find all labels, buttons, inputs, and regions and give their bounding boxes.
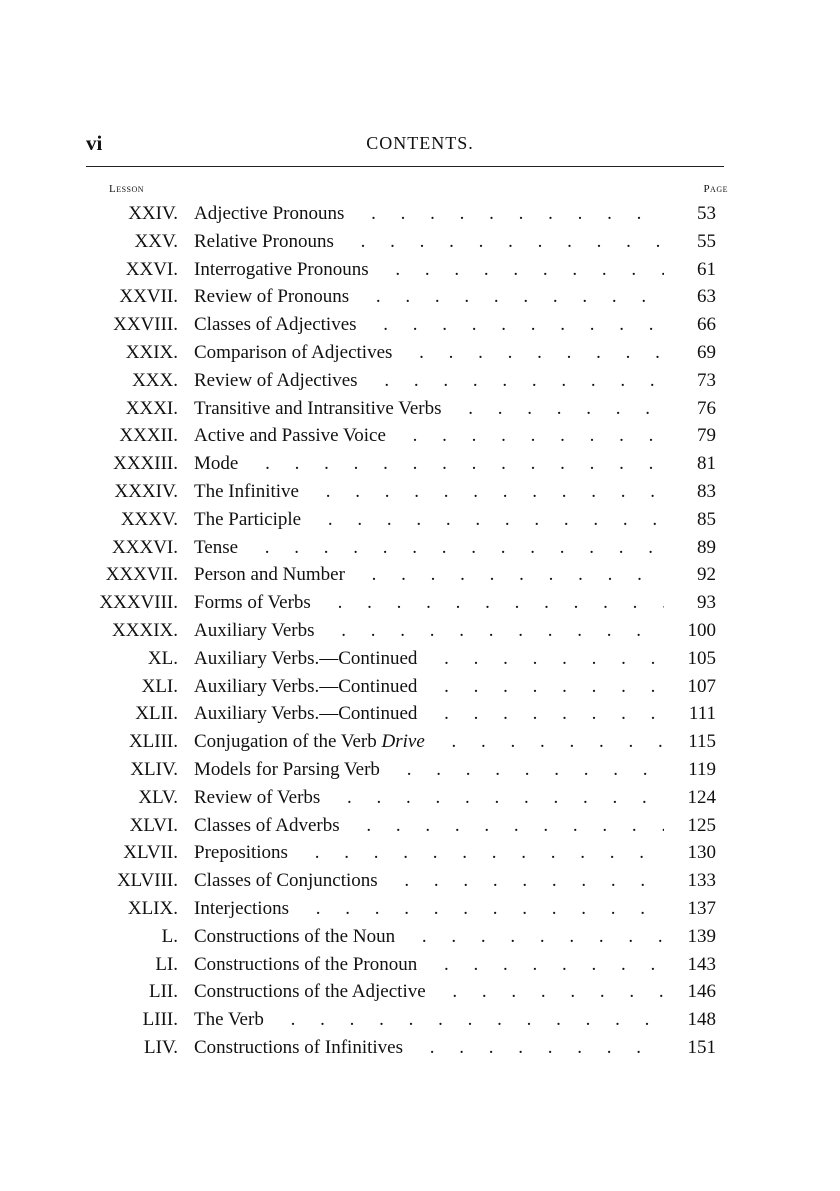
toc-row [0, 200, 840, 228]
lesson-title: Person and Number . . [194, 561, 664, 589]
toc-row [0, 589, 840, 617]
lesson-title: The Participle . . [194, 506, 664, 534]
page-reference: 89 [664, 534, 716, 562]
toc-row [0, 867, 840, 895]
page-number: vi [86, 131, 103, 155]
lesson-number: XXXIII. [113, 453, 178, 475]
lesson-title: Auxiliary Verbs.—Continued . . [194, 645, 664, 673]
toc-row [0, 534, 840, 562]
lesson-number: XLVI. [129, 814, 178, 836]
lesson-title: The Verb . . [194, 1006, 664, 1034]
lesson-title: Relative Pronouns . . [194, 228, 664, 256]
toc-row [0, 923, 840, 951]
lesson-title: Active and Passive Voice . . [194, 422, 664, 450]
page-reference: 139 [664, 923, 716, 951]
lesson-title: The Infinitive . . [194, 478, 664, 506]
toc-row [0, 617, 840, 645]
toc-row [0, 645, 840, 673]
toc-row [0, 506, 840, 534]
page-reference: 81 [664, 450, 716, 478]
page-reference: 125 [664, 812, 716, 840]
page-reference: 146 [664, 978, 716, 1006]
lesson-number: XLVIII. [116, 870, 178, 892]
toc-row [0, 395, 840, 423]
lesson-title: Review of Verbs . . [194, 784, 664, 812]
lesson-title: Adjective Pronouns . . [194, 200, 664, 228]
toc-row [0, 283, 840, 311]
page-reference: 119 [664, 756, 716, 784]
lesson-number: XXXV. [120, 508, 178, 530]
toc-row [0, 450, 840, 478]
page-reference: 73 [664, 367, 716, 395]
lesson-title: Constructions of the Pronoun . . [194, 951, 664, 979]
toc-row [0, 978, 840, 1006]
lesson-title: Prepositions . . [194, 839, 664, 867]
toc-row [0, 1006, 840, 1034]
page-reference: 148 [664, 1006, 716, 1034]
toc-row [0, 422, 840, 450]
toc-row [0, 951, 840, 979]
lesson-number: XXX. [132, 369, 178, 391]
page-reference: 63 [664, 283, 716, 311]
header-rule [86, 166, 724, 167]
lesson-number: LIV. [144, 1036, 178, 1058]
lesson-title: Models for Parsing Verb . . [194, 756, 664, 784]
lesson-title: Classes of Conjunctions . . [194, 867, 664, 895]
lesson-number: XLIX. [127, 897, 178, 919]
page-reference: 66 [664, 311, 716, 339]
page-reference: 130 [664, 839, 716, 867]
lesson-number: XXXIX. [112, 619, 178, 641]
lesson-number: XXXVIII. [99, 592, 178, 614]
lesson-title: Constructions of the Noun . . [194, 923, 664, 951]
lesson-title: Interjections . . [194, 895, 664, 923]
page-reference: 115 [664, 728, 716, 756]
lesson-number: XLVII. [123, 842, 178, 864]
toc-row [0, 756, 840, 784]
toc-row [0, 561, 840, 589]
toc-row [0, 812, 840, 840]
lesson-title: Forms of Verbs . . [194, 589, 664, 617]
page-reference: 85 [664, 506, 716, 534]
lesson-title: Transitive and Intransitive Verbs . . [194, 395, 664, 423]
lesson-title: Auxiliary Verbs.—Continued . . [194, 700, 664, 728]
lesson-title: Review of Pronouns . . [194, 283, 664, 311]
toc-row [0, 728, 840, 756]
lesson-number: XL. [147, 647, 178, 669]
toc-row [0, 256, 840, 284]
page-reference: 137 [664, 895, 716, 923]
lesson-number: XXV. [134, 230, 178, 252]
lesson-title: Classes of Adverbs . . [194, 812, 664, 840]
lesson-title: Tense . . [194, 534, 664, 562]
page-reference: 105 [664, 645, 716, 673]
page-reference: 107 [664, 673, 716, 701]
lesson-number: L. [161, 925, 178, 947]
toc-row [0, 895, 840, 923]
lesson-title: Mode . . [194, 450, 664, 478]
lesson-number: XXVI. [125, 258, 178, 280]
page-reference: 151 [664, 1034, 716, 1062]
lesson-title: Constructions of the Adjective . . [194, 978, 664, 1006]
page-reference: 76 [664, 395, 716, 423]
lesson-number: XXVIII. [113, 314, 178, 336]
lesson-title: Conjugation of the Verb Drive . . [194, 728, 664, 756]
column-head-page: Page [703, 183, 728, 195]
running-head: CONTENTS. [366, 133, 474, 153]
toc-row [0, 700, 840, 728]
lesson-number: XLII. [135, 703, 178, 725]
lesson-title: Auxiliary Verbs . . [194, 617, 664, 645]
lesson-number: XXIV. [128, 203, 178, 224]
page-reference: 69 [664, 339, 716, 367]
page-reference: 93 [664, 589, 716, 617]
page-reference: 53 [664, 200, 716, 228]
toc-row [0, 839, 840, 867]
toc-row [0, 478, 840, 506]
lesson-number: XLIII. [128, 731, 178, 753]
toc-row [0, 228, 840, 256]
lesson-title: Auxiliary Verbs.—Continued . . [194, 673, 664, 701]
lesson-title: Review of Adjectives . . [194, 367, 664, 395]
toc-row [0, 784, 840, 812]
lesson-number: XXIX. [125, 341, 178, 363]
lesson-title: Comparison of Adjectives . . [194, 339, 664, 367]
page-reference: 79 [664, 422, 716, 450]
lesson-title: Classes of Adjectives . . [194, 311, 664, 339]
page-reference: 92 [664, 561, 716, 589]
lesson-number: XXXI. [125, 397, 178, 419]
lesson-title: Interrogative Pronouns . . [194, 256, 664, 284]
lesson-number: XXXIV. [114, 480, 178, 502]
lesson-number: XXXVII. [105, 564, 178, 586]
lesson-number: XXVII. [119, 286, 178, 308]
page-reference: 143 [664, 951, 716, 979]
page-reference: 100 [664, 617, 716, 645]
lesson-number: LIII. [142, 1009, 178, 1031]
lesson-number: XXXVI. [112, 536, 178, 558]
lesson-number: XLI. [141, 675, 178, 697]
lesson-title: Constructions of Infinitives . . [194, 1034, 664, 1062]
lesson-number: LII. [148, 981, 178, 1003]
lesson-number: XXXII. [119, 425, 178, 447]
table-of-contents [0, 200, 840, 1062]
page-reference: 61 [664, 256, 716, 284]
toc-row [0, 367, 840, 395]
column-head-lesson: Lesson [109, 183, 145, 195]
page-reference: 111 [664, 700, 716, 728]
toc-row [0, 339, 840, 367]
lesson-number: XLV. [138, 786, 178, 808]
page-reference: 55 [664, 228, 716, 256]
toc-row [0, 673, 840, 701]
toc-row [0, 1034, 840, 1062]
page-reference: 83 [664, 478, 716, 506]
toc-row [0, 311, 840, 339]
page-reference: 133 [664, 867, 716, 895]
page-reference: 124 [664, 784, 716, 812]
lesson-number: XLIV. [130, 758, 178, 780]
lesson-number: LI. [155, 953, 178, 975]
